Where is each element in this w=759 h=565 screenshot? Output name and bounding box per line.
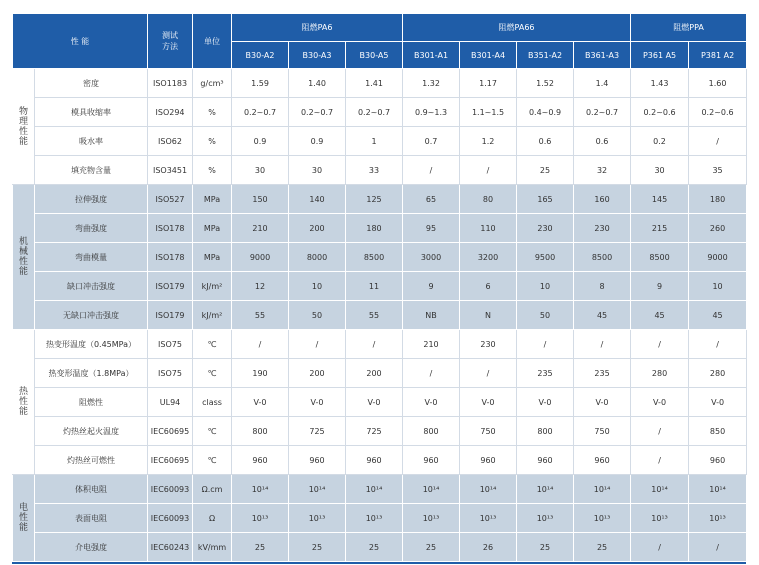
value-cell: 8500 [574, 243, 631, 272]
table-row [13, 243, 747, 272]
value-cell: 35 [689, 156, 747, 185]
value-cell: 9 [631, 272, 689, 301]
value-cell: 9500 [517, 243, 574, 272]
value-cell: 8 [574, 272, 631, 301]
value-cell: 55 [346, 301, 403, 330]
value-cell: 0.2~0.7 [346, 98, 403, 127]
unit: MPa [193, 214, 232, 243]
table-row [13, 156, 747, 185]
value-cell: 800 [517, 417, 574, 446]
table-row [13, 359, 747, 388]
value-cell: 960 [346, 446, 403, 475]
value-cell: 750 [460, 417, 517, 446]
table-row [13, 475, 747, 504]
value-cell: 30 [232, 156, 289, 185]
value-cell: 8500 [631, 243, 689, 272]
value-cell: 235 [574, 359, 631, 388]
value-cell: 0.2~0.6 [631, 98, 689, 127]
value-cell: 10¹³ [689, 504, 747, 533]
value-cell: / [460, 359, 517, 388]
value-cell: 750 [574, 417, 631, 446]
value-cell: / [689, 533, 747, 562]
value-cell: 140 [289, 185, 346, 214]
property-name: 热变形温度（1.8MPa） [35, 359, 148, 388]
value-cell: 850 [689, 417, 747, 446]
value-cell: 960 [232, 446, 289, 475]
value-cell: 50 [517, 301, 574, 330]
value-cell: 960 [517, 446, 574, 475]
value-cell: 1.52 [517, 69, 574, 98]
value-cell: 150 [232, 185, 289, 214]
value-cell: 725 [289, 417, 346, 446]
value-cell: / [403, 359, 460, 388]
value-cell: 1.60 [689, 69, 747, 98]
test-method: ISO62 [148, 127, 193, 156]
value-cell: 0.2~0.7 [232, 98, 289, 127]
unit: kJ/m² [193, 272, 232, 301]
value-cell: 10 [517, 272, 574, 301]
value-cell: / [631, 330, 689, 359]
value-cell: 210 [232, 214, 289, 243]
unit: % [193, 98, 232, 127]
table-body [13, 69, 747, 562]
table-row [13, 214, 747, 243]
value-cell: 0.2~0.7 [574, 98, 631, 127]
property-name: 介电强度 [35, 533, 148, 562]
value-cell: 0.2~0.6 [689, 98, 747, 127]
value-cell: 0.9 [289, 127, 346, 156]
value-cell: 6 [460, 272, 517, 301]
value-cell: 10¹³ [346, 504, 403, 533]
value-cell: 10¹³ [232, 504, 289, 533]
table-row [13, 388, 747, 417]
value-cell: 45 [574, 301, 631, 330]
value-cell: 1.41 [346, 69, 403, 98]
value-cell: 32 [574, 156, 631, 185]
unit: ℃ [193, 417, 232, 446]
value-cell: 25 [232, 533, 289, 562]
test-method: ISO294 [148, 98, 193, 127]
test-method: IEC60093 [148, 504, 193, 533]
value-cell: / [346, 330, 403, 359]
value-cell: 160 [574, 185, 631, 214]
property-name: 拉伸强度 [35, 185, 148, 214]
value-cell: 0.9~1.3 [403, 98, 460, 127]
table-row [13, 272, 747, 301]
value-cell: 9 [403, 272, 460, 301]
value-cell: 960 [460, 446, 517, 475]
value-cell: 1.43 [631, 69, 689, 98]
value-cell: 180 [689, 185, 747, 214]
value-cell: 30 [631, 156, 689, 185]
value-cell: / [631, 533, 689, 562]
grade-header: B361-A3 [574, 42, 631, 69]
grade-header: P381 A2 [689, 42, 747, 69]
test-method: IEC60695 [148, 417, 193, 446]
value-cell: 33 [346, 156, 403, 185]
table-row [13, 185, 747, 214]
test-method: IEC60093 [148, 475, 193, 504]
unit: % [193, 156, 232, 185]
value-cell: 960 [574, 446, 631, 475]
unit: MPa [193, 243, 232, 272]
table-row [13, 417, 747, 446]
property-name: 灼热丝起火温度 [35, 417, 148, 446]
header-unit: 单位 [193, 14, 232, 69]
value-cell: 25 [574, 533, 631, 562]
value-cell: 10¹⁴ [517, 475, 574, 504]
property-name: 热变形温度（0.45MPa） [35, 330, 148, 359]
value-cell: 95 [403, 214, 460, 243]
value-cell: 12 [232, 272, 289, 301]
test-method: ISO178 [148, 243, 193, 272]
property-name: 吸水率 [35, 127, 148, 156]
test-method: ISO527 [148, 185, 193, 214]
value-cell: 280 [631, 359, 689, 388]
property-name: 弯曲模量 [35, 243, 148, 272]
value-cell: 110 [460, 214, 517, 243]
test-method: IEC60243 [148, 533, 193, 562]
value-cell: 0.2 [631, 127, 689, 156]
category-label: 物理性能 [13, 69, 35, 185]
value-cell: 10¹³ [460, 504, 517, 533]
value-cell: 200 [289, 359, 346, 388]
value-cell: 1.1~1.5 [460, 98, 517, 127]
value-cell: 10 [689, 272, 747, 301]
property-name: 体积电阻 [35, 475, 148, 504]
value-cell: 80 [460, 185, 517, 214]
unit: kJ/m² [193, 301, 232, 330]
value-cell: 8000 [289, 243, 346, 272]
value-cell: 10¹⁴ [574, 475, 631, 504]
value-cell: 800 [232, 417, 289, 446]
value-cell: 0.4~0.9 [517, 98, 574, 127]
unit: ℃ [193, 359, 232, 388]
value-cell: 10¹³ [403, 504, 460, 533]
header-group-pa6: 阻燃PA6 [232, 14, 403, 42]
header-group-ppa: 阻燃PPA [631, 14, 747, 42]
unit: g/cm³ [193, 69, 232, 98]
value-cell: / [631, 417, 689, 446]
value-cell: 50 [289, 301, 346, 330]
header-group-pa66: 阻燃PA66 [403, 14, 631, 42]
value-cell: 200 [346, 359, 403, 388]
value-cell: 25 [403, 533, 460, 562]
property-name: 模具收缩率 [35, 98, 148, 127]
value-cell: 25 [517, 533, 574, 562]
value-cell: 10¹⁴ [689, 475, 747, 504]
value-cell: 210 [403, 330, 460, 359]
table-row [13, 504, 747, 533]
grade-header: B30-A3 [289, 42, 346, 69]
value-cell: 180 [346, 214, 403, 243]
test-method: IEC60695 [148, 446, 193, 475]
table-row [13, 127, 747, 156]
value-cell: 26 [460, 533, 517, 562]
value-cell: 235 [517, 359, 574, 388]
value-cell: 11 [346, 272, 403, 301]
value-cell: 25 [346, 533, 403, 562]
test-method: ISO178 [148, 214, 193, 243]
value-cell: V-0 [460, 388, 517, 417]
value-cell: 10¹³ [631, 504, 689, 533]
value-cell: 10¹³ [289, 504, 346, 533]
value-cell: 9000 [232, 243, 289, 272]
grade-header: B301-A4 [460, 42, 517, 69]
unit: MPa [193, 185, 232, 214]
value-cell: 200 [289, 214, 346, 243]
value-cell: / [689, 330, 747, 359]
value-cell: 0.6 [574, 127, 631, 156]
unit: ℃ [193, 446, 232, 475]
table-row [13, 533, 747, 562]
value-cell: 280 [689, 359, 747, 388]
value-cell: 10¹⁴ [460, 475, 517, 504]
value-cell: 65 [403, 185, 460, 214]
value-cell: 10¹³ [517, 504, 574, 533]
grade-header: B30-A2 [232, 42, 289, 69]
value-cell: 10 [289, 272, 346, 301]
test-method: ISO1183 [148, 69, 193, 98]
table-row [13, 98, 747, 127]
value-cell: / [289, 330, 346, 359]
value-cell: 1 [346, 127, 403, 156]
header-row-groups [13, 14, 747, 42]
value-cell: 1.17 [460, 69, 517, 98]
value-cell: 165 [517, 185, 574, 214]
value-cell: V-0 [574, 388, 631, 417]
unit: class [193, 388, 232, 417]
value-cell: 8500 [346, 243, 403, 272]
value-cell: 0.7 [403, 127, 460, 156]
test-method: ISO75 [148, 359, 193, 388]
value-cell: 190 [232, 359, 289, 388]
value-cell: / [517, 330, 574, 359]
value-cell: V-0 [631, 388, 689, 417]
value-cell: 1.32 [403, 69, 460, 98]
value-cell: 800 [403, 417, 460, 446]
value-cell: 25 [517, 156, 574, 185]
value-cell: 45 [631, 301, 689, 330]
value-cell: 0.9 [232, 127, 289, 156]
value-cell: 960 [689, 446, 747, 475]
test-method: ISO179 [148, 301, 193, 330]
value-cell: 260 [689, 214, 747, 243]
header-method: 测试 方法 [148, 14, 193, 69]
property-name: 密度 [35, 69, 148, 98]
value-cell: 230 [574, 214, 631, 243]
value-cell: NB [403, 301, 460, 330]
value-cell: 3200 [460, 243, 517, 272]
category-label: 热性能 [13, 330, 35, 475]
value-cell: / [460, 156, 517, 185]
unit: kV/mm [193, 533, 232, 562]
property-name: 阻燃性 [35, 388, 148, 417]
value-cell: / [689, 127, 747, 156]
table-row [13, 446, 747, 475]
category-label: 机械性能 [13, 185, 35, 330]
value-cell: 30 [289, 156, 346, 185]
value-cell: 1.2 [460, 127, 517, 156]
value-cell: 145 [631, 185, 689, 214]
value-cell: / [403, 156, 460, 185]
value-cell: 10¹⁴ [232, 475, 289, 504]
value-cell: V-0 [517, 388, 574, 417]
grade-header: B30-A5 [346, 42, 403, 69]
value-cell: 230 [517, 214, 574, 243]
value-cell: N [460, 301, 517, 330]
value-cell: 960 [289, 446, 346, 475]
property-name: 表面电阻 [35, 504, 148, 533]
spec-sheet [12, 13, 746, 564]
value-cell: 725 [346, 417, 403, 446]
value-cell: V-0 [289, 388, 346, 417]
category-label: 电性能 [13, 475, 35, 562]
property-name: 弯曲强度 [35, 214, 148, 243]
value-cell: / [631, 446, 689, 475]
unit: Ω [193, 504, 232, 533]
unit: Ω.cm [193, 475, 232, 504]
value-cell: 230 [460, 330, 517, 359]
value-cell: 215 [631, 214, 689, 243]
value-cell: 10¹⁴ [346, 475, 403, 504]
value-cell: 9000 [689, 243, 747, 272]
table-row [13, 330, 747, 359]
value-cell: 10¹⁴ [289, 475, 346, 504]
test-method: ISO3451 [148, 156, 193, 185]
value-cell: 45 [689, 301, 747, 330]
value-cell: 10¹⁴ [403, 475, 460, 504]
value-cell: 1.59 [232, 69, 289, 98]
value-cell: 125 [346, 185, 403, 214]
test-method: UL94 [148, 388, 193, 417]
value-cell: 0.2~0.7 [289, 98, 346, 127]
value-cell: V-0 [232, 388, 289, 417]
grade-header: P361 A5 [631, 42, 689, 69]
value-cell: 0.6 [517, 127, 574, 156]
unit: % [193, 127, 232, 156]
value-cell: 1.4 [574, 69, 631, 98]
table-header [13, 14, 747, 69]
value-cell: V-0 [689, 388, 747, 417]
value-cell: 10¹⁴ [631, 475, 689, 504]
header-property: 性 能 [13, 14, 148, 69]
property-name: 填充物含量 [35, 156, 148, 185]
value-cell: 3000 [403, 243, 460, 272]
value-cell: V-0 [346, 388, 403, 417]
value-cell: 10¹³ [574, 504, 631, 533]
table-row [13, 301, 747, 330]
bottom-rule [12, 562, 746, 564]
value-cell: 1.40 [289, 69, 346, 98]
value-cell: / [232, 330, 289, 359]
property-name: 无缺口冲击强度 [35, 301, 148, 330]
property-name: 缺口冲击强度 [35, 272, 148, 301]
value-cell: 25 [289, 533, 346, 562]
value-cell: V-0 [403, 388, 460, 417]
property-name: 灼热丝可燃性 [35, 446, 148, 475]
test-method: ISO179 [148, 272, 193, 301]
test-method: ISO75 [148, 330, 193, 359]
table-row [13, 69, 747, 98]
properties-table [12, 13, 747, 562]
grade-header: B301-A1 [403, 42, 460, 69]
grade-header: B351-A2 [517, 42, 574, 69]
value-cell: 55 [232, 301, 289, 330]
unit: ℃ [193, 330, 232, 359]
value-cell: / [574, 330, 631, 359]
value-cell: 960 [403, 446, 460, 475]
